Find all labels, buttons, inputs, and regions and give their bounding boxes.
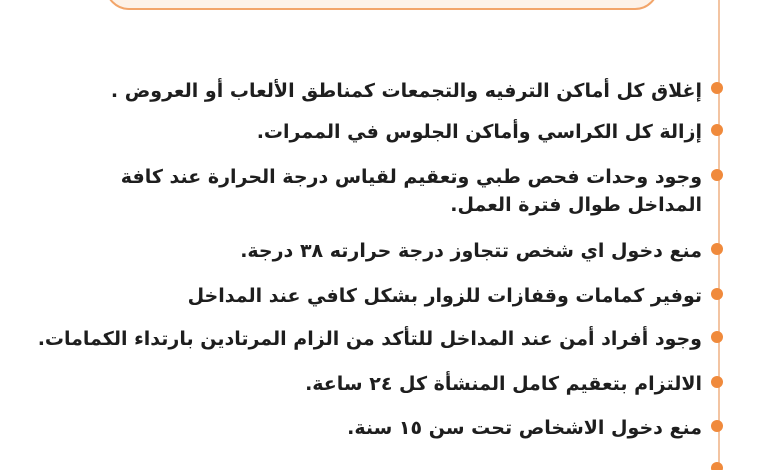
list-item: إغلاق كل أماكن الترفيه والتجمعات كمناطق الألعاب أو العروض . — [110, 80, 702, 102]
bullet-dot-icon — [711, 331, 723, 343]
bullet-dot-icon — [711, 420, 723, 432]
bullet-dot-icon — [711, 124, 723, 136]
bullet-dot-icon — [711, 376, 723, 388]
list-item: وجود وحدات فحص طبي وتعقيم لقياس درجة الحرارة عند كافة المداخل طوال فترة العمل. — [120, 166, 702, 216]
bullet-dot-icon — [711, 462, 723, 470]
list-item: توفير كمامات وقفازات للزوار بشكل كافي عند المداخل — [187, 285, 702, 307]
bullet-dot-icon — [711, 288, 723, 300]
bullet-dot-icon — [711, 169, 723, 181]
bullet-dot-icon — [711, 82, 723, 94]
bullet-dot-icon — [711, 243, 723, 255]
list-item: الالتزام بتعقيم كامل المنشأة كل ٢٤ ساعة. — [305, 373, 702, 395]
list-item: وجود أفراد أمن عند المداخل للتأكد من الزام المرتادين بارتداء الكمامات. — [37, 328, 702, 350]
list-item: منع دخول اي شخص تتجاوز درجة حرارته ٣٨ درجة. — [240, 240, 702, 262]
list-item: منع دخول الاشخاص تحت سن ١٥ سنة. — [347, 417, 702, 439]
list-item: إزالة كل الكراسي وأماكن الجلوس في الممرات. — [256, 121, 702, 143]
